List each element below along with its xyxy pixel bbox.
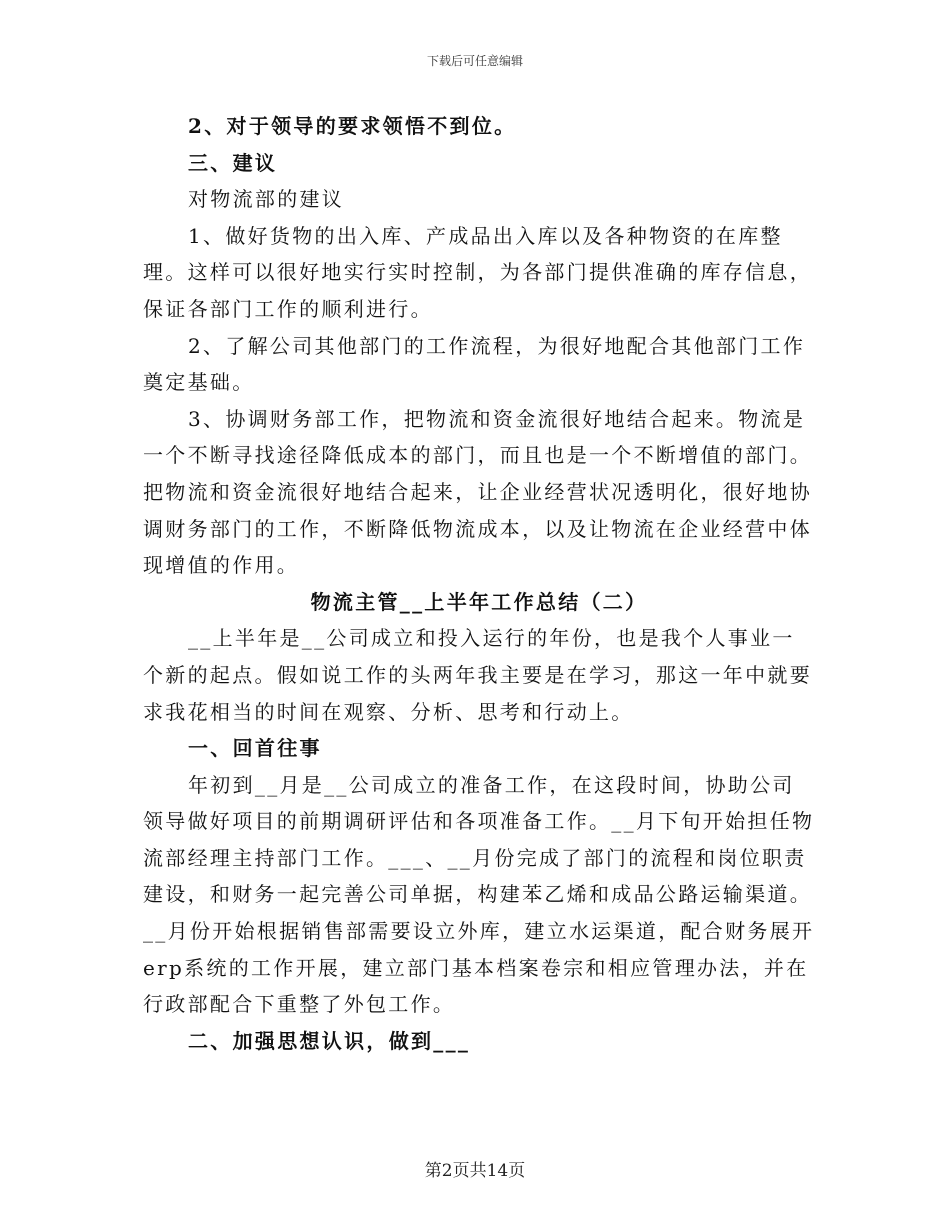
paragraph-suggestion-2: 2、了解公司其他部门的工作流程，为很好地配合其他部门工作奠定基础。 (143, 333, 806, 395)
heading-suggestions: 三、建议 (188, 150, 278, 175)
document-body (143, 108, 815, 1059)
paragraph-logistics-suggestion-intro: 对物流部的建议 (188, 187, 345, 212)
page-header: 下载后可任意编辑 (426, 54, 523, 68)
paragraph-intro: __上半年是__公司成立和投入运行的年份，也是我个人事业一个新的起点。假如说工作的头两年我主要是在学习，那这一年中就要求我花相当的时间在观察、分析、思考和行动上。 (143, 626, 812, 724)
paragraph-shortcoming-2: 2、对于领导的要求领悟不到位。 (188, 114, 517, 138)
section-title: 物流主管__上半年工作总结（二） (310, 589, 648, 614)
paragraph-suggestion-1: 1、做好货物的出入库、产成品出入库以及各种物资的在库整理。这样可以很好地实行实时控制，为各部门提供准确的库存信息，保证各部门工作的顺利进行。 (143, 223, 812, 321)
paragraph-review: 年初到__月是__公司成立的准备工作，在这段时间，协助公司领导做好项目的前期调研评估和各项准备工作。__月下旬开始担任物流部经理主持部门工作。___、__月份完成了部门的流程和岗位职责建设，和财务一起完善公司单据，构建苯乙烯和成品公路运输渠道。__月份开始根据销售部需要设立外库，建立水运渠道，配合财务展开erp系统的工作开展，建立部门基本档案卷宗和相应管理办法，并在行政部配合下重整了外包工作。 (143, 772, 815, 1017)
heading-review: 一、回首往事 (188, 736, 322, 761)
paragraph-suggestion-3: 3、协调财务部工作，把物流和资金流很好地结合起来。物流是一个不断寻找途径降低成本的部门，而且也是一个不断增值的部门。把物流和资金流很好地结合起来，让企业经营状况透明化，很好地协调财务部门的工作，不断降低物流成本，以及让物流在企业经营中体现增值的作用。 (143, 406, 812, 578)
heading-thinking: 二、加强思想认识，做到___ (188, 1028, 471, 1053)
page-footer: 第2页共14页 (424, 1161, 526, 1181)
